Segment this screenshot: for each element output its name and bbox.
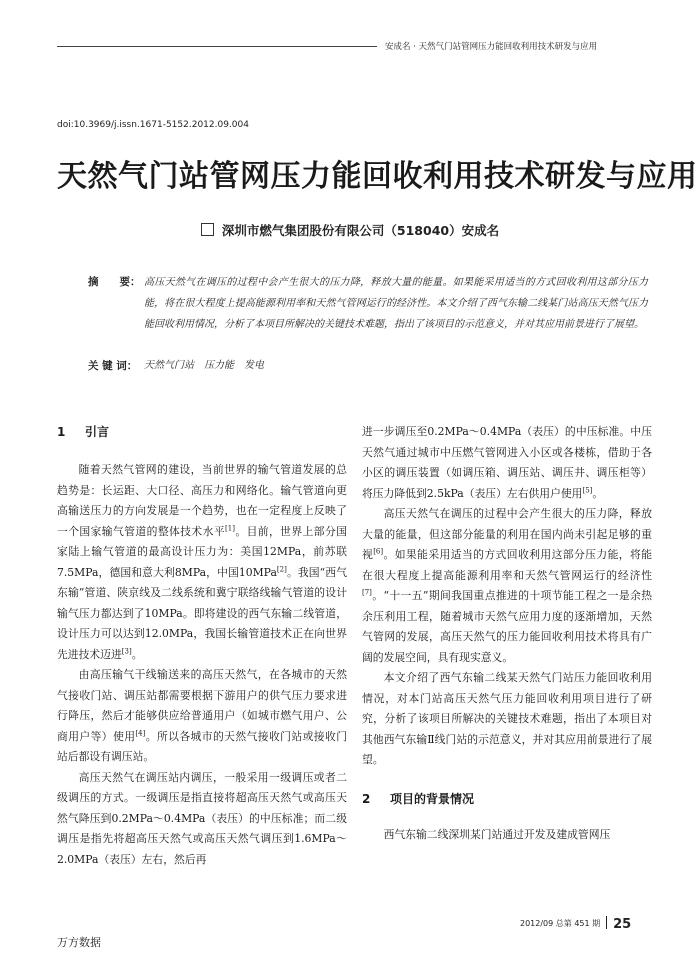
page-footer <box>520 916 631 932</box>
abstract-text: 高压天然气在调压的过程中会产生很大的压力降，释放大量的能量。如果能采用适当的方式回收利用这部分压力能，将在很大程度上提高能源利用率和天然气管网运行的经济性。本文介绍了西气东输二线某门站高压天然气压力能回收利用情况，分析了本项目所解决的关键技术难题，指出了该项目的示范意义，并对其应用前景进行了展望。 <box>144 277 648 330</box>
author-line <box>0 221 700 239</box>
author-text: 深圳市燃气集团股份有限公司（518040）安成名 <box>221 223 500 238</box>
citation[interactable]: [6] <box>373 547 384 556</box>
citation[interactable]: [3] <box>121 646 132 655</box>
citation[interactable]: [5] <box>582 485 593 494</box>
watermark: 万方数据 <box>57 936 101 949</box>
section-number: 2 <box>362 791 371 806</box>
paragraph: 高压天然气在调压的过程中会产生很大的压力降，释放大量的能量，但这部分能量的利用在国内尚未引起足够的重视[6]。如果能采用适当的方式回收利用这部分压力能，将能在很大程度上提高能源利用率和天然气管网运行的经济性[7]。“十一五”期间我国重点推进的十项节能工程之一是余热余压利用工程，随着城市天然气应用力度的逐渐增加，天然气管网的发展，高压天然气的压力能回收利用技术将具有广阔的发展空间，具有现实意义。 <box>362 507 652 664</box>
square-bullet-icon <box>201 223 214 236</box>
section-heading <box>57 422 347 442</box>
paragraph: 西气东输二线深圳某门站通过开发及建成管网压 <box>383 827 611 841</box>
section-heading <box>362 789 652 809</box>
issue-info: 2012/09 总第 451 期 <box>520 919 601 928</box>
citation[interactable]: [7] <box>362 588 372 597</box>
paragraph: 进一步调压至0.2MPa～0.4MPa（表压）的中压标准。中压天然气通过城市中压燃气管网进入小区或各楼栋，借助于各小区的调压装置（如调压箱、调压站、调压井、调压柜等）将压力降低到2.5kPa（表压）左右供用户使用[5]。 <box>362 425 652 500</box>
running-header: 安成名 · 天然气门站管网压力能回收利用技术研发与应用 <box>385 42 598 52</box>
page-number: 25 <box>613 917 632 932</box>
keywords <box>88 356 648 376</box>
header-rule <box>57 46 377 47</box>
section-title: 引言 <box>85 425 110 439</box>
column-left <box>57 422 347 870</box>
column-right <box>362 422 652 845</box>
section-title: 项目的背景情况 <box>390 791 475 806</box>
abstract <box>88 272 648 335</box>
citation[interactable]: [1] <box>225 523 235 532</box>
section-number: 1 <box>57 425 66 439</box>
citation[interactable]: [4] <box>135 728 146 737</box>
paper-title: 天然气门站管网压力能回收利用技术研发与应用 <box>57 159 698 194</box>
paragraph: 本文介绍了西气东输二线某天然气门站压力能回收利用情况，对本门站高压天然气压力能回收利用项目进行了研究，分析了该项目所解决的关键技术难题，指出了本项目对其他西气东输Ⅱ线门站的示范意义，并对其应用前景进行了展望。 <box>362 671 652 766</box>
paragraph: 高压天然气在调压站内调压，一般采用一级调压或者二级调压的方式。一级调压是指直接将超高压天然气或高压天然气降压到0.2MPa～0.4MPa（表压）的中压标准；而二级调压是指先将超高压天然气或高压天然气调压到1.6MPa～2.0MPa（表压）左右，然后再 <box>57 770 347 866</box>
paragraph: 随着天然气管网的建设，当前世界的输气管道发展的总趋势是：长运距、大口径、高压力和网络化。输气管道向更高输送压力的方向发展是一个趋势，也在一定程度上反映了一个国家输气管道的整体技术水平[1]。目前，世界上部分国家陆上输气管道的最高设计压力为：美国12MPa，前苏联7.5MPa，德国和意大利8MPa，中国10MPa[2]。我国“西气东输”管道、陕京线及二线系统和冀宁联络线输气管道的设计输气压力都达到了10MPa。即将建设的西气东输二线管道，设计压力可以达到12.0MPa，我国长输管道技术正在向世界先进技术迈进[3]。 <box>57 463 347 661</box>
doi[interactable]: doi:10.3969/j.issn.1671-5152.2012.09.004 <box>57 120 249 130</box>
paragraph: 由高压输气干线输送来的高压天然气，在各城市的天然气接收门站、调压站都需要根据下游用户的供气压力要求进行降压，然后才能够供应给普通用户（如城市燃气用户、公商用户等）使用[4]。所以各城市的天然气接收门站或接收门站后都设有调压站。 <box>57 668 347 763</box>
keywords-text: 天然气门站 压力能 发电 <box>144 360 264 371</box>
footer-divider <box>606 916 607 929</box>
keywords-label: 关 键 词： <box>88 360 138 372</box>
abstract-label: 摘 要： <box>88 276 141 288</box>
citation[interactable]: [2] <box>276 564 287 573</box>
